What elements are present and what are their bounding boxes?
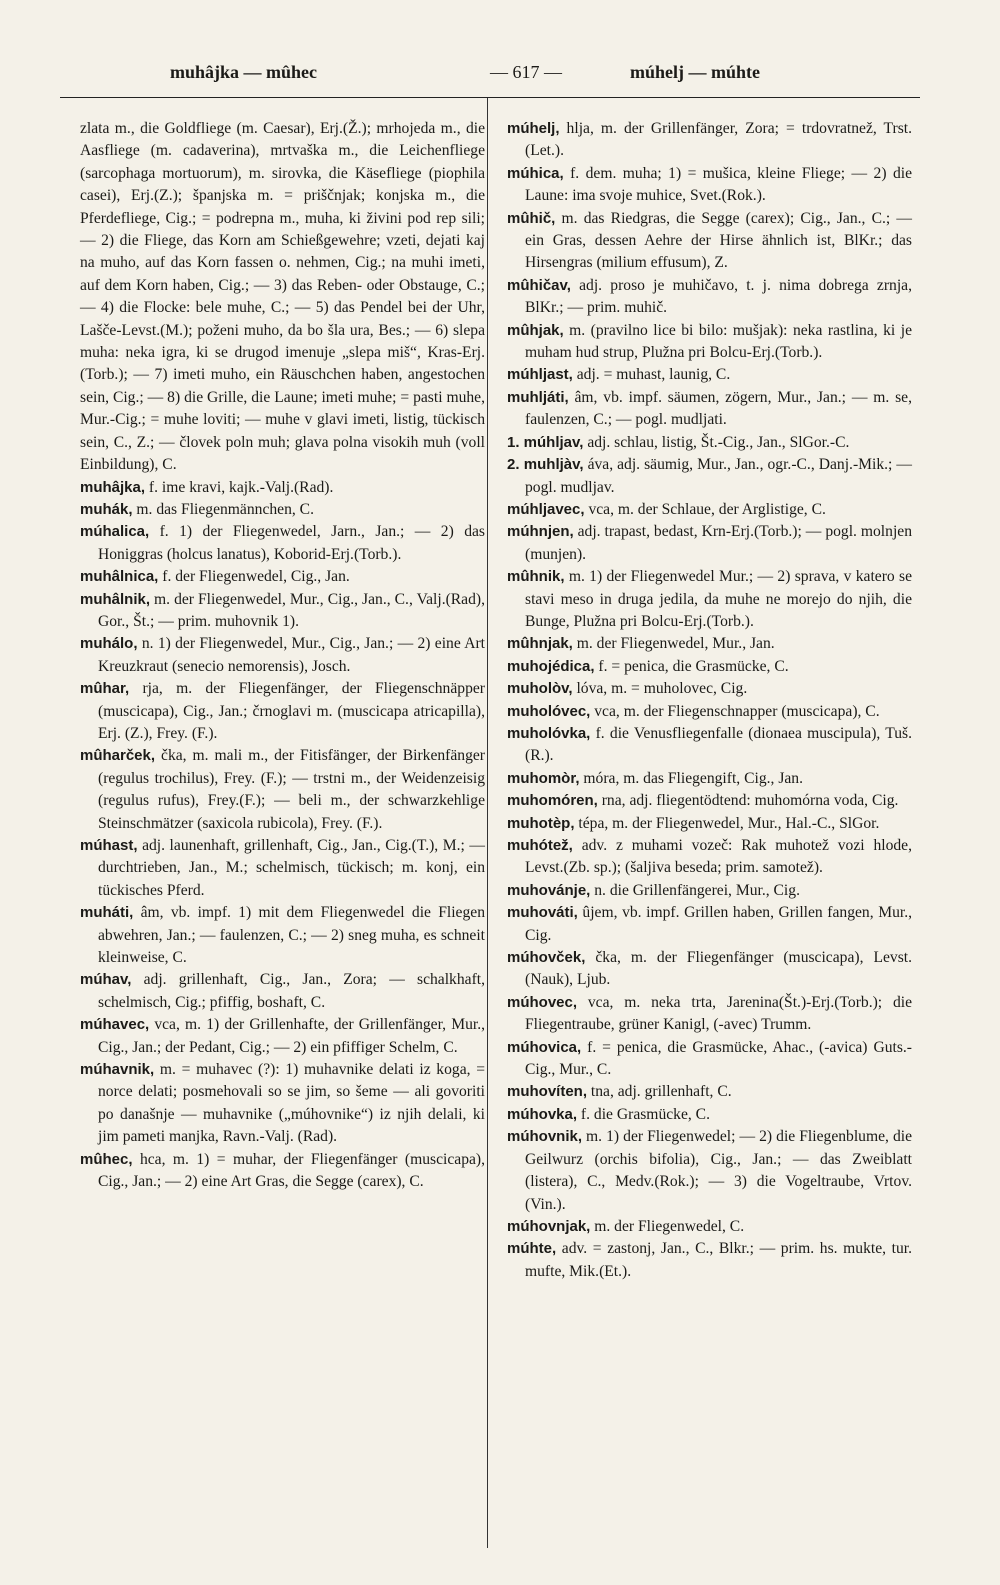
entry-definition: tépa, m. der Fliegenwedel, Mur., Hal.-C., SlGor.: [574, 814, 880, 832]
dictionary-entry: [507, 1037, 912, 1082]
entry-headword: múhovec,: [507, 993, 578, 1011]
dictionary-entry: [507, 521, 912, 566]
dictionary-entry: [80, 835, 485, 902]
entry-headword: múhovnik,: [507, 1128, 583, 1146]
dictionary-entry: [80, 566, 485, 588]
entry-definition: adj. trapast, bedast, Krn-Erj.(Torb.); — pogl. molnjen (munjen).: [525, 523, 912, 563]
entry-definition: f. dem. muha; 1) = mušica, kleine Fliege; — 2) die Laune: ima svoje muhice, Svet.(Rok.).: [525, 164, 912, 205]
entry-headword: 1. múhljav,: [507, 433, 584, 451]
dictionary-entry: [507, 768, 912, 790]
dictionary-entry: [507, 902, 912, 947]
dictionary-entry: [507, 118, 912, 163]
entry-definition: vca, m. neka trta, Jarenina(Št.)-Erj.(Torb.); die Fliegentraube, grüner Kanigl, (-avec) Trumm.: [525, 993, 912, 1034]
entry-definition: m. der Fliegenwedel, Mur., Jan.: [572, 635, 775, 653]
entry-headword: muhovánje,: [507, 881, 591, 899]
entry-definition: f. = penica, die Grasmücke, Ahac., (-avica) Guts.-Cig., Mur., C.: [525, 1038, 912, 1079]
entry-definition: vca, m. 1) der Grillenhafte, der Grillenfänger, Mur., Cig., Jan.; der Pedant, Cig.; — 2) ein pfiffiger Schelm, C.: [98, 1016, 485, 1056]
page-header: [60, 58, 920, 88]
entry-headword: múhavec,: [80, 1016, 150, 1034]
entry-headword: muhovíten,: [507, 1083, 588, 1101]
dictionary-entry: [507, 1081, 912, 1103]
entry-definition: vca, m. der Schlaue, der Arglistige, C.: [584, 500, 826, 518]
dictionary-entry: [507, 163, 912, 208]
dictionary-entry: [507, 835, 912, 880]
entry-definition: ûjem, vb. impf. Grillen haben, Grillen fangen, Mur., Cig.: [525, 904, 912, 944]
entry-headword: mûhičav,: [507, 276, 571, 294]
dictionary-entry: [80, 477, 485, 499]
dictionary-entry: [507, 1126, 912, 1216]
entry-headword: múhljast,: [507, 366, 573, 384]
entry-headword: muhomòr,: [507, 769, 580, 787]
entry-definition: vca, m. der Fliegenschnapper (muscicapa), C.: [590, 702, 880, 720]
dictionary-entry: [80, 902, 485, 969]
entry-definition: f. ime kravi, kajk.-Valj.(Rad).: [145, 478, 334, 496]
dictionary-entry: [507, 880, 912, 902]
entry-definition: f. der Fliegenwedel, Cig., Jan.: [158, 568, 350, 586]
dictionary-entry: [507, 432, 912, 454]
entry-headword: mûhnik,: [507, 568, 565, 586]
entry-definition: adj. = muhast, launig, C.: [572, 366, 731, 384]
dictionary-entry: [507, 320, 912, 365]
dictionary-entry: [80, 521, 485, 566]
dictionary-entry: [507, 454, 912, 499]
entry-headword: muhâjka,: [80, 478, 146, 496]
entry-headword: muhotèp,: [507, 814, 575, 832]
dictionary-entry: [80, 969, 485, 1014]
dictionary-entry: [80, 745, 485, 835]
entry-headword: mûhič,: [507, 209, 556, 227]
entry-headword: muhálo,: [80, 635, 138, 653]
entry-definition: m. 1) der Fliegenwedel Mur.; — 2) sprava, v katero se stavi meso in druga jedila, da muhe ne morejo do njih, die Bunge, Plužna pri Bolcu-Erj.(Torb.).: [525, 568, 912, 630]
dictionary-entry: [80, 678, 485, 745]
entry-definition: m. das Riedgras, die Segge (carex); Cig., Jan., C.; — ein Gras, dessen Aehre der Hirse ähnlich ist, BlKr.; das Hirsengras (milium effusum), Z.: [525, 209, 912, 272]
entry-headword: muháti,: [80, 904, 134, 922]
entry-definition: adv. z muhami vozeč: Rak muhotež vozi hlode, Levst.(Zb. sp.); (šaljiva beseda; prim. samotež).: [525, 837, 912, 877]
entry-definition: adv. = zastonj, Jan., C., Blkr.; — prim. hs. mukte, tur. mufte, Mik.(Et.).: [525, 1240, 912, 1280]
dictionary-entry: [507, 701, 912, 723]
entry-headword: mûhnjak,: [507, 635, 573, 653]
entry-definition: f. 1) der Fliegenwedel, Jarn., Jan.; — 2) das Honiggras (holcus lanatus), Koborid-Erj.(Torb.).: [98, 523, 485, 563]
entry-definition: âm, vb. impf. säumen, zögern, Mur., Jan.; — m. se, faulenzen, C.; — pogl. mudljati.: [525, 388, 912, 429]
entry-definition: m. der Fliegenwedel, C.: [590, 1217, 745, 1235]
dictionary-entry: [507, 1104, 912, 1126]
header-rule: [60, 97, 920, 98]
entry-definition: čka, m. mali m., der Fitisfänger, der Birkenfänger (regulus trochilus), Frey. (F.); — trstni m., der Weidenzeisig (regulus rufus), Frey.(F.); — beli m., der schwarzkehlige Steinschmätzer (saxicola rubicola), Frey. (F.).: [98, 747, 485, 832]
entry-headword: mûharček,: [80, 747, 156, 765]
entry-definition: hlja, m. der Grillenfänger, Zora; = trdovratnež, Trst.(Let.).: [525, 120, 912, 160]
entry-definition: âm, vb. impf. 1) mit dem Fliegenwedel die Fliegen abwehren, Jan.; — faulenzen, C.; — 2) sneg muha, es schneit kleinweise, C.: [98, 904, 485, 967]
entry-headword: 2. muhljàv,: [507, 456, 584, 474]
dictionary-entry: [507, 633, 912, 655]
entry-headword: múhte,: [507, 1240, 557, 1258]
dictionary-entry: [80, 633, 485, 678]
entry-headword: muhomóren,: [507, 792, 598, 810]
dictionary-entry: [507, 813, 912, 835]
entry-headword: múhnjen,: [507, 523, 574, 541]
entry-definition: m. 1) der Fliegenwedel; — 2) die Fliegenblume, die Geilwurz (orchis bifolia), Cig., Jan.; — das Zweiblatt (listera), C., Medv.(Rok.); — 3) die Vogeltraube, Vrtov. (Vin.).: [525, 1128, 912, 1213]
dictionary-entry: [80, 1014, 485, 1059]
dictionary-entry: [507, 678, 912, 700]
entry-headword: muhâlnik,: [80, 590, 151, 608]
entry-headword: muhótež,: [507, 837, 573, 854]
entry-headword: mûhjak,: [507, 321, 564, 339]
entry-definition: m. das Fliegenmännchen, C.: [132, 500, 314, 518]
entry-definition: móra, m. das Fliegengift, Cig., Jan.: [579, 769, 803, 787]
dictionary-entry: [507, 566, 912, 633]
entry-headword: muholóvec,: [507, 702, 591, 720]
entry-definition: tna, adj. grillenhaft, C.: [587, 1083, 732, 1101]
dictionary-entry: [507, 947, 912, 992]
column-divider: [487, 98, 488, 1548]
entry-definition: rja, m. der Fliegenfänger, der Fliegenschnäpper (muscicapa), Cig., Jan.; črnoglavi m. (muscicapa atricapilla), Erj. (Z.), Frey. (F.).: [98, 680, 485, 742]
entry-definition: f. die Venusfliegenfalle (dionaea muscipula), Tuš.(R.).: [525, 724, 912, 765]
entry-definition: rna, adj. fliegentödtend: muhomórna voda, Cig.: [597, 792, 899, 810]
dictionary-entry: [507, 656, 912, 678]
right-column: [507, 118, 912, 1283]
entry-definition: adj. launenhaft, grillenhaft, Cig., Jan., Cig.(T.), M.; — durchtrieben, Jan., M.; schelmisch, tückisch; m. konj, ein tückisches Pferd.: [98, 837, 485, 899]
entry-definition: zlata m., die Goldfliege (m. Caesar), Erj.(Ž.); mrhojeda m., die Aasfliege (m. cadaverina), mrtvaška m., die Leichenfliege (sarcophaga mortuorum), m. sirovka, die Käsefliege (piophila casei), Erj.(Z.); španjska m. = priščnjak; konjska m., die Pferdefliege, Cig.; = podrepna m., muha, ki živini pod rep sili; — 2) die Fliege, das Korn am Schießgewehre; vzeti, dejati kaj na muho, auf das Korn fassen o. nehmen, Cig.; na muhi imeti, auf dem Korn haben, Cig.; — 3) das Reben- oder Obstauge, C.; — 4) die Flocke: bele muhe, C.; — 5) das Pendel bei der Uhr, Lašče-Levst.(M.); poženi muho, da bo šla ura, Bes.; — 6) slepa muha: neka igra, ki se drugod imenuje „slepa miš“, Kras-Erj.(Torb.); — 7) imeti muho, ein Räuschchen haben, angestochen sein, Cig.; — 8) die Grille, die Laune; imeti muhe; = pasti muhe, Mur.-Cig.; = muhe loviti; — muhe v glavi imeti, listig, tückisch sein, C., Z.; — človek poln muh; glava polna visokih muh (voll Einbildung), C.: [80, 120, 485, 474]
left-column: [80, 118, 485, 1194]
entry-headword: muhováti,: [507, 904, 578, 922]
dictionary-entry: [80, 118, 485, 477]
entry-headword: muhljáti,: [507, 388, 569, 406]
entry-definition: m. (pravilno lice bi bilo: mušjak): neka rastlina, ki je muham hud strup, Plužna pri Bolcu-Erj.(Torb.).: [525, 321, 912, 362]
entry-definition: n. 1) der Fliegenwedel, Mur., Cig., Jan.; — 2) eine Art Kreuzkraut (senecio nemorensis), Josch.: [98, 635, 485, 675]
dictionary-entry: [507, 499, 912, 521]
dictionary-entry: [80, 499, 485, 521]
dictionary-entry: [507, 1238, 912, 1283]
entry-definition: čka, m. der Fliegenfänger (muscicapa), Levst.(Nauk), Ljub.: [525, 949, 912, 989]
entry-headword: múhljavec,: [507, 500, 585, 518]
entry-headword: múhast,: [80, 837, 138, 854]
entry-headword: muholòv,: [507, 680, 573, 698]
entry-definition: áva, adj. säumig, Mur., Jan., ogr.-C., Danj.-Mik.; — pogl. mudljav.: [525, 456, 912, 496]
dictionary-entry: [507, 208, 912, 275]
entry-definition: lóva, m. = muholovec, Cig.: [572, 680, 748, 698]
header-left-guide-words: muhâjka — mûhec: [170, 62, 318, 82]
dictionary-entry: [507, 1216, 912, 1238]
entry-headword: múhovica,: [507, 1038, 582, 1056]
entry-headword: múhav,: [80, 971, 132, 989]
page-number: — 617 —: [490, 62, 562, 82]
entry-headword: muhojédica,: [507, 657, 595, 675]
dictionary-entry: [507, 790, 912, 812]
entry-headword: múhalica,: [80, 523, 150, 541]
entry-definition: adj. grillenhaft, Cig., Jan., Zora; — schalkhaft, schelmisch, Cig.; pfiffig, boshaft, C.: [98, 971, 485, 1011]
dictionary-entry: [507, 992, 912, 1037]
entry-headword: muhák,: [80, 500, 133, 518]
entry-definition: adj. schlau, listig, Št.-Cig., Jan., SlGor.-C.: [583, 433, 850, 451]
entry-headword: múhica,: [507, 164, 564, 182]
entry-headword: múhavnik,: [80, 1061, 155, 1079]
entry-definition: f. die Grasmücke, C.: [577, 1105, 710, 1123]
entry-headword: múhelj,: [507, 120, 560, 137]
dictionary-entry: [507, 364, 912, 386]
entry-definition: hca, m. 1) = muhar, der Fliegenfänger (muscicapa), Cig., Jan.; — 2) eine Art Gras, die Segge (carex), C.: [98, 1150, 485, 1191]
dictionary-entry: [80, 589, 485, 634]
dictionary-entry: [507, 723, 912, 768]
entry-definition: adj. proso je muhičavo, t. j. nima dobrega zrnja, BlKr.; — prim. muhič.: [525, 276, 912, 317]
entry-headword: múhovka,: [507, 1105, 578, 1123]
entry-definition: n. die Grillenfängerei, Mur., Cig.: [590, 881, 800, 899]
entry-definition: m. = muhavec (?): 1) muhavnike delati iz koga, = norce delati; posmehovali so se jim, so šeme — ali govoriti po današnje — muhavnike („múhovnike“) iz njih delali, ki jim pameti manjka, Ravn.-Valj. (Rad).: [98, 1061, 485, 1146]
entry-headword: mûhar,: [80, 680, 130, 698]
entry-headword: múhovček,: [507, 949, 586, 967]
dictionary-entry: [507, 275, 912, 320]
entry-headword: múhovnjak,: [507, 1217, 591, 1235]
header-right-guide-words: múhelj — múhte: [630, 62, 760, 82]
entry-definition: m. der Fliegenwedel, Mur., Cig., Jan., C., Valj.(Rad), Gor., Št.; — prim. muhovnik 1).: [98, 590, 485, 630]
dictionary-entry: [80, 1149, 485, 1194]
entry-definition: f. = penica, die Grasmücke, C.: [594, 657, 789, 675]
entry-headword: mûhec,: [80, 1150, 133, 1168]
dictionary-entry: [80, 1059, 485, 1149]
dictionary-entry: [507, 387, 912, 432]
entry-headword: muholóvka,: [507, 724, 591, 742]
entry-headword: muhâlnica,: [80, 568, 159, 586]
